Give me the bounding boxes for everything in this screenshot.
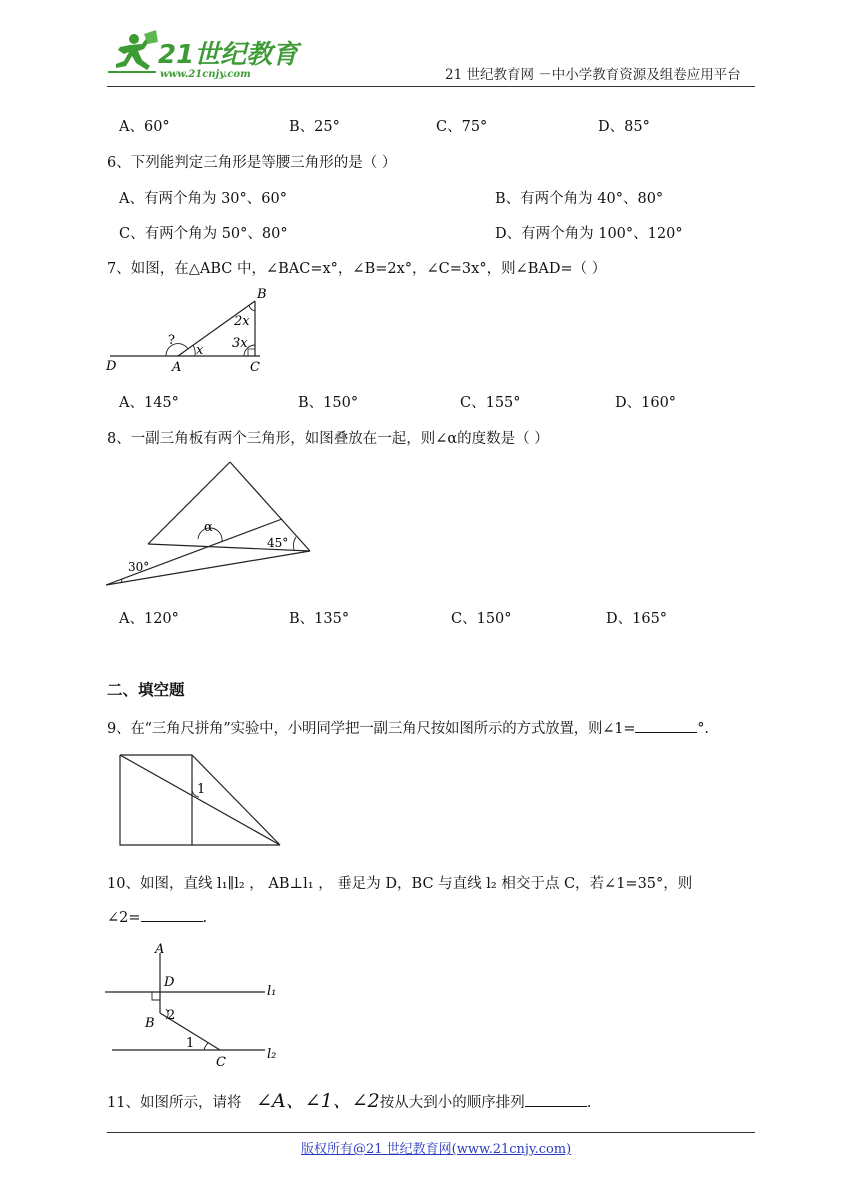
q7-option-b: B、150° xyxy=(298,395,359,411)
q10-label-a: A xyxy=(155,942,165,957)
q7-option-a: A、145° xyxy=(119,395,179,411)
q8-stem: 8、一副三角板有两个三角形，如图叠放在一起，则∠α的度数是（ ） xyxy=(107,431,549,447)
q9-stem-text: 9、在“三角尺拼角”实验中，小明同学把一副三角尺按如图所示的方式放置，则∠1= xyxy=(107,721,636,737)
q7-figure xyxy=(100,283,280,378)
header-divider xyxy=(107,86,755,87)
runner-icon xyxy=(116,30,158,70)
q11-stem-end: . xyxy=(586,1095,592,1111)
q7-option-c: C、155° xyxy=(460,395,521,411)
q11-answer-blank[interactable] xyxy=(525,1094,587,1107)
q5-option-d: D、85° xyxy=(598,119,650,135)
q5-option-a: A、60° xyxy=(119,119,170,135)
q5-option-b: B、25° xyxy=(289,119,340,135)
q9-label-1: 1 xyxy=(197,782,206,797)
q8-option-b: B、135° xyxy=(289,611,350,627)
logo-text: 21世纪教育 xyxy=(158,40,299,70)
q7-label-question: ? xyxy=(168,333,175,348)
q10-label-1: 1 xyxy=(186,1036,195,1051)
site-title: 21 世纪教育网 －中小学教育资源及组卷应用平台 xyxy=(445,67,741,83)
q10-label-2: 2 xyxy=(167,1008,176,1023)
q11-stem-after: 按从大到小的顺序排列 xyxy=(379,1095,525,1111)
q7-label-b: B xyxy=(257,287,267,302)
q9-figure xyxy=(115,745,290,850)
footer-copyright-link[interactable]: 版权所有@21 世纪教育网(www.21cnjy.com) xyxy=(301,1142,572,1157)
q6-option-b: B、有两个角为 40°、80° xyxy=(495,191,664,207)
q10-figure xyxy=(100,935,290,1070)
logo-url: www.21cnjy.com xyxy=(160,69,251,80)
q9-stem-end: °. xyxy=(697,721,709,737)
q8-option-d: D、165° xyxy=(606,611,668,627)
q10-label-c: C xyxy=(216,1055,226,1070)
q8-figure xyxy=(100,455,320,590)
section-title-fill-blank: 二、填空题 xyxy=(107,681,185,699)
q8-label-45: 45° xyxy=(267,536,289,550)
site-logo xyxy=(104,30,299,84)
q7-label-3x: 3x xyxy=(232,336,248,351)
q11-angles: ∠A、∠1、∠2 xyxy=(256,1090,380,1112)
q7-label-x: x xyxy=(196,343,204,358)
q8-label-alpha: α xyxy=(204,520,213,535)
q10-answer-blank[interactable] xyxy=(141,909,203,922)
q10-line1: 10、如图，直线 l₁∥l₂ ， AB⊥l₁ ， 垂足为 D，BC 与直线 l₂ 相交于点 C，若∠1=35°，则 xyxy=(107,876,693,892)
q5-option-c: C、75° xyxy=(436,119,488,135)
q10-label-b: B xyxy=(145,1016,155,1031)
question-11 xyxy=(107,1086,591,1113)
q7-label-a: A xyxy=(172,360,182,375)
q9-stem xyxy=(107,717,709,738)
q10-line2-end: . xyxy=(202,910,208,926)
q9-answer-blank[interactable] xyxy=(635,720,697,733)
q7-stem: 7、如图，在△ABC 中，∠BAC=x°，∠B=2x°，∠C=3x°，则∠BAD=（ ） xyxy=(107,261,607,277)
q7-option-d: D、160° xyxy=(615,395,677,411)
q8-label-30: 30° xyxy=(128,560,150,574)
q6-option-c: C、有两个角为 50°、80° xyxy=(119,226,288,242)
q10-label-d: D xyxy=(164,975,175,990)
q6-option-a: A、有两个角为 30°、60° xyxy=(119,191,287,207)
q8-option-c: C、150° xyxy=(451,611,512,627)
q8-option-a: A、120° xyxy=(119,611,179,627)
footer-divider xyxy=(107,1132,755,1133)
q10-line2 xyxy=(107,909,207,926)
q10-label-l2: l₂ xyxy=(267,1047,277,1062)
q11-stem-text: 11、如图所示，请将 xyxy=(107,1095,242,1111)
q7-label-d: D xyxy=(106,359,117,374)
q6-option-d: D、有两个角为 100°、120° xyxy=(495,226,683,242)
q7-label-2x: 2x xyxy=(234,314,250,329)
q10-label-l1: l₁ xyxy=(267,984,277,999)
q10-line2-text: ∠2= xyxy=(107,910,141,926)
q6-stem: 6、下列能判定三角形是等腰三角形的是（ ） xyxy=(107,155,397,171)
q7-label-c: C xyxy=(250,360,260,375)
